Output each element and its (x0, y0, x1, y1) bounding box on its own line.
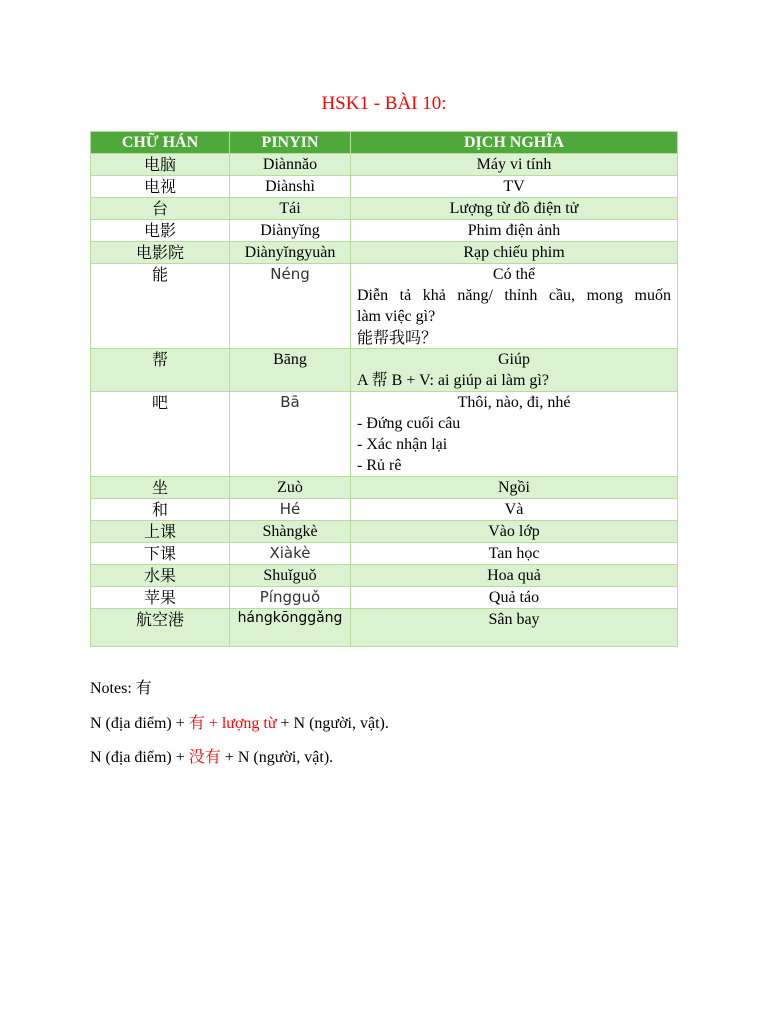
header-chu-han: CHỮ HÁN (91, 132, 230, 154)
pinyin-cell: Diànyǐngyuàn (230, 242, 351, 264)
table-row (91, 264, 678, 349)
han-cell: 电脑 (91, 154, 230, 176)
meaning-cell: Và (351, 499, 678, 521)
pinyin-cell: Bā (230, 392, 351, 477)
table-row (91, 242, 678, 264)
table-row (91, 349, 678, 392)
header-pinyin: PINYIN (230, 132, 351, 154)
table-row (91, 198, 678, 220)
han-cell: 苹果 (91, 587, 230, 609)
pinyin-cell: Néng (230, 264, 351, 349)
pinyin-cell: Diànyǐng (230, 220, 351, 242)
han-cell: 坐 (91, 477, 230, 499)
rule-2-keyword: 没有 (188, 747, 221, 766)
table-row (91, 176, 678, 198)
meaning-cell (351, 392, 678, 477)
meaning-title: Có thể (492, 266, 536, 283)
notes-rule-2 (90, 744, 333, 767)
meaning-line: A 帮 B + V: ai giúp ai làm gì? (357, 372, 549, 389)
pinyin-cell: Hé (230, 499, 351, 521)
table-row (91, 609, 678, 647)
han-cell: 电影院 (91, 242, 230, 264)
pinyin-cell: Xiàkè (230, 543, 351, 565)
rule-1-suffix: + N (người, vật). (276, 715, 389, 732)
pinyin-cell: hángkōnggǎng (230, 609, 351, 647)
table-row (91, 220, 678, 242)
pinyin-cell: Tái (230, 198, 351, 220)
page-title: HSK1 - BÀI 10: (321, 93, 447, 114)
meaning-cell (351, 264, 678, 349)
rule-1-measure-word: + lượng từ (204, 715, 277, 732)
han-cell: 下课 (91, 543, 230, 565)
notes-label (90, 675, 152, 698)
meaning-line: - Rủ rê (357, 457, 402, 474)
han-cell: 台 (91, 198, 230, 220)
han-cell: 电影 (91, 220, 230, 242)
han-cell: 上课 (91, 521, 230, 543)
meaning-cell: Máy vi tính (351, 154, 678, 176)
pinyin-cell: Shuǐguǒ (230, 565, 351, 587)
meaning-cell: Ngồi (351, 477, 678, 499)
meaning-cell: Lượng từ đồ điện tử (351, 198, 678, 220)
meaning-title: Giúp (498, 351, 530, 368)
meaning-cell: Phim điện ảnh (351, 220, 678, 242)
meaning-line: làm việc gì? (357, 308, 436, 325)
meaning-cell: Vào lớp (351, 521, 678, 543)
table-row (91, 499, 678, 521)
rule-1-keyword: 有 (188, 713, 205, 732)
pinyin-cell: Bāng (230, 349, 351, 392)
pinyin-cell: Diànnǎo (230, 154, 351, 176)
pinyin-cell: Zuò (230, 477, 351, 499)
table-row (91, 154, 678, 176)
meaning-cell: Sân bay (351, 609, 678, 647)
han-cell: 电视 (91, 176, 230, 198)
table-row (91, 543, 678, 565)
meaning-example: 能帮我吗？ (357, 328, 438, 347)
pinyin-cell: Diànshì (230, 176, 351, 198)
han-cell: 水果 (91, 565, 230, 587)
han-cell: 能 (91, 264, 230, 349)
notes-label-han: 有 (135, 678, 152, 697)
meaning-line: - Đứng cuối câu (357, 415, 461, 432)
header-dich-nghia: DỊCH NGHĨA (351, 132, 678, 154)
meaning-line: Diễn tả khả năng/ thỉnh cầu, mong muốn (357, 287, 671, 304)
meaning-cell: TV (351, 176, 678, 198)
han-cell: 和 (91, 499, 230, 521)
meaning-cell (351, 349, 678, 392)
table-row (91, 565, 678, 587)
meaning-line: - Xác nhận lại (357, 436, 448, 453)
han-cell: 吧 (91, 392, 230, 477)
vocabulary-table (90, 131, 678, 647)
notes-label-text: Notes: (90, 680, 132, 697)
pinyin-cell: Píngguǒ (230, 587, 351, 609)
table-row (91, 477, 678, 499)
han-cell: 帮 (91, 349, 230, 392)
meaning-cell: Hoa quả (351, 565, 678, 587)
meaning-cell: Rạp chiếu phim (351, 242, 678, 264)
rule-2-prefix: N (địa điểm) + (90, 749, 189, 766)
han-cell: 航空港 (91, 609, 230, 647)
meaning-cell: Quả táo (351, 587, 678, 609)
pinyin-cell: Shàngkè (230, 521, 351, 543)
rule-2-suffix: + N (người, vật). (220, 749, 334, 766)
table-row (91, 521, 678, 543)
meaning-cell: Tan học (351, 543, 678, 565)
notes-rule-1 (90, 710, 389, 733)
meaning-title: Thôi, nào, đi, nhé (457, 394, 571, 411)
table-row (91, 587, 678, 609)
table-header-row (91, 132, 678, 154)
rule-1-prefix: N (địa điểm) + (90, 715, 189, 732)
table-row (91, 392, 678, 477)
